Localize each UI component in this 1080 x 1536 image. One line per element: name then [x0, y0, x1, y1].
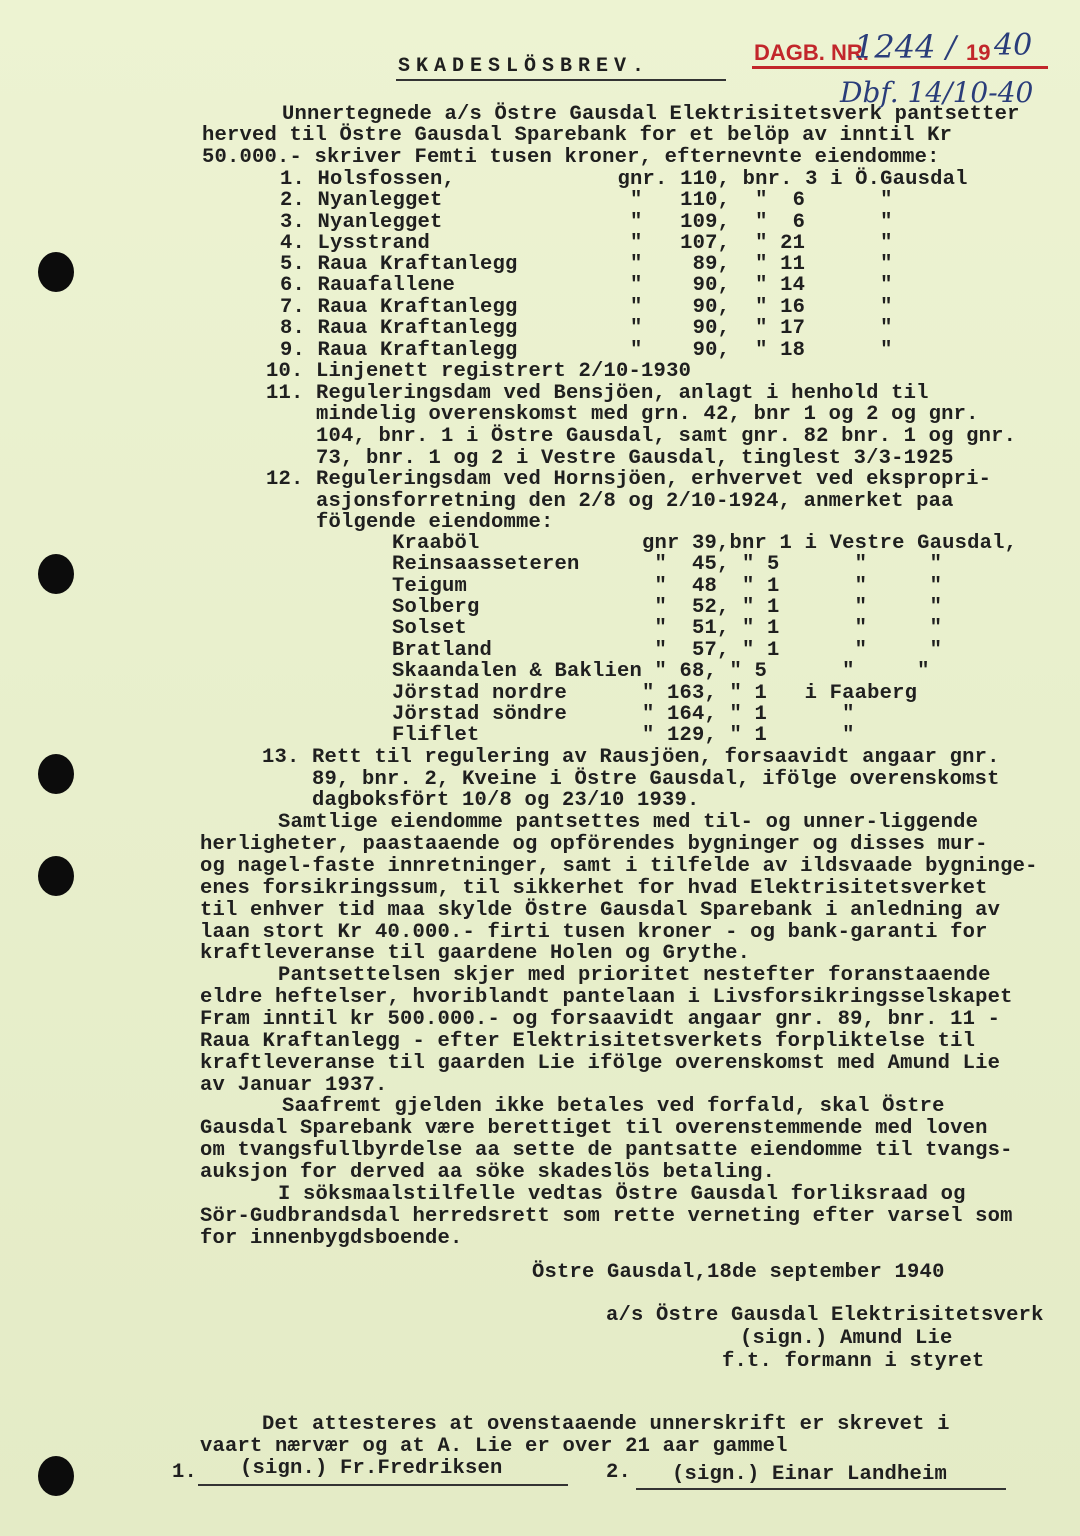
sub-property-row: Kraaböl gnr 39,bnr 1 i Vestre Gausdal, — [392, 532, 1018, 555]
body-line: asjonsforretning den 2/8 og 2/10-1924, anmerket paa — [316, 490, 954, 513]
body-line: auksjon for derved aa söke skadeslös betaling. — [200, 1161, 776, 1184]
signatory-name: (sign.) Amund Lie — [740, 1327, 953, 1350]
property-row: 2. Nyanlegget " 110, " 6 " — [280, 189, 893, 212]
body-line: av Januar 1937. — [200, 1074, 388, 1097]
property-row: 5. Raua Kraftanlegg " 89, " 11 " — [280, 253, 893, 276]
stamp-year: 40 — [994, 28, 1033, 63]
witness-number: 2. — [606, 1461, 632, 1484]
property-row: 10. Linjenett registrert 2/10-1930 — [266, 360, 692, 383]
sub-property-row: Fliflet " 129, " 1 " — [392, 724, 855, 747]
body-line: enes forsikringssum, til sikkerhet for hvad Elektrisitetsverket — [200, 877, 988, 900]
journal-stamp-label: DAGB. NR. — [754, 40, 869, 65]
property-row: 8. Raua Kraftanlegg " 90, " 17 " — [280, 317, 893, 340]
body-line: 104, bnr. 1 i Östre Gausdal, samt gnr. 82 bnr. 1 og gnr. — [316, 425, 1017, 448]
punch-hole-5 — [38, 1456, 74, 1496]
stamp-year-prefix: 19 — [966, 40, 991, 65]
sub-property-row: Jörstad söndre " 164, " 1 " — [392, 703, 855, 726]
body-line: og nagel-faste innretninger, samt i tilfelde av ildsvaade bygninge- — [200, 855, 1038, 878]
body-line: Raua Kraftanlegg - efter Elektrisitetsverkets forpliktelse til — [200, 1030, 976, 1053]
witness-signature: (sign.) Fr.Fredriksen — [240, 1457, 503, 1480]
body-line: Saafremt gjelden ikke betales ved forfald, skal Östre — [282, 1095, 945, 1118]
property-row: 9. Raua Kraftanlegg " 90, " 18 " — [280, 339, 893, 362]
body-line: Unnertegnede a/s Östre Gausdal Elektrisitetsverk pantsetter — [282, 103, 1020, 126]
property-row: 4. Lysstrand " 107, " 21 " — [280, 232, 893, 255]
body-line: 12. Reguleringsdam ved Hornsjöen, erhvervet ved ekspropri- — [266, 468, 992, 491]
sub-property-row: Solset " 51, " 1 " " — [392, 617, 943, 640]
body-line: Sör-Gudbrandsdal herredsrett som rette verneting efter varsel som — [200, 1205, 1013, 1228]
property-row: 7. Raua Kraftanlegg " 90, " 16 " — [280, 296, 893, 319]
property-row: 1. Holsfossen, gnr. 110, bnr. 3 i Ö.Gausdal — [280, 168, 968, 191]
body-line: I söksmaalstilfelle vedtas Östre Gausdal forliksraad og — [278, 1183, 966, 1206]
title-underline — [396, 79, 726, 81]
witness-1-line — [198, 1484, 568, 1486]
body-line: kraftleveranse til gaardene Holen og Grythe. — [200, 942, 751, 965]
body-line: dagboksfört 10/8 og 23/10 1939. — [312, 789, 700, 812]
body-line: Gausdal Sparebank være berettiget til overenstemmende med loven — [200, 1117, 988, 1140]
witness-signature: (sign.) Einar Landheim — [672, 1463, 948, 1486]
body-line: 73, bnr. 1 og 2 i Vestre Gausdal, tinglest 3/3-1925 — [316, 447, 954, 470]
sub-property-row: Reinsaasseteren " 45, " 5 " " — [392, 553, 943, 576]
attestation-line: Det attesteres at ovenstaaende unnerskrift er skrevet i — [262, 1413, 950, 1436]
body-line: 11. Reguleringsdam ved Bensjöen, anlagt i henhold til — [266, 382, 929, 405]
handwritten-date: Dbf. 14/10-40 — [840, 76, 1034, 109]
attestation-line: vaart nærvær og at A. Lie er over 21 aar gammel — [200, 1435, 788, 1458]
body-line: eldre heftelser, hvoriblandt pantelaan i Livsforsikringsselskapet — [200, 986, 1013, 1009]
punch-hole-2 — [38, 554, 74, 594]
body-line: laan stort Kr 40.000.- firti tusen kroner - og bank-garanti for — [200, 921, 988, 944]
body-line: 50.000.- skriver Femti tusen kroner, efternevnte eiendomme: — [202, 146, 940, 169]
punch-hole-3 — [38, 754, 74, 794]
body-line: herved til Östre Gausdal Sparebank for et belöp av inntil Kr — [202, 124, 953, 147]
signatory-company: a/s Östre Gausdal Elektrisitetsverk — [606, 1304, 1044, 1327]
punch-hole-1 — [38, 252, 74, 292]
sub-property-row: Skaandalen & Baklien " 68, " 5 " " — [392, 660, 930, 683]
sub-property-row: Solberg " 52, " 1 " " — [392, 596, 943, 619]
body-line: herligheter, paastaaende og opförendes bygninger og disses mur- — [200, 833, 988, 856]
signatory-title: f.t. formann i styret — [722, 1350, 985, 1373]
sub-property-row: Teigum " 48 " 1 " " — [392, 575, 943, 598]
punch-hole-4 — [38, 856, 74, 896]
body-line: Fram inntil kr 500.000.- og forsaavidt angaar gnr. 89, bnr. 11 - — [200, 1008, 1001, 1031]
body-line: til enhver tid maa skylde Östre Gausdal Sparebank i anledning av — [200, 899, 1001, 922]
journal-number: 1244 — [854, 28, 936, 66]
body-line: Pantsettelsen skjer med prioritet nestefter foranstaaende — [278, 964, 991, 987]
sub-property-row: Bratland " 57, " 1 " " — [392, 639, 943, 662]
body-line: Samtlige eiendomme pantsettes med til- og unner-liggende — [278, 811, 979, 834]
place-date: Östre Gausdal,18de september 1940 — [532, 1261, 945, 1284]
stamp-underline — [752, 66, 1048, 69]
witness-2-line — [636, 1488, 1006, 1490]
body-line: for innenbygdsboende. — [200, 1227, 463, 1250]
stamp-slash: / — [946, 30, 957, 65]
body-line: 13. Rett til regulering av Rausjöen, forsaavidt angaar gnr. — [262, 746, 1000, 769]
body-line: kraftleveranse til gaarden Lie ifölge overenskomst med Amund Lie — [200, 1052, 1001, 1075]
property-row: 3. Nyanlegget " 109, " 6 " — [280, 211, 893, 234]
document-title: SKADESLÖSBREV. — [398, 55, 651, 78]
property-row: 6. Rauafallene " 90, " 14 " — [280, 274, 893, 297]
body-line: fölgende eiendomme: — [316, 511, 554, 534]
body-line: mindelig overenskomst med grn. 42, bnr 1 og 2 og gnr. — [316, 403, 979, 426]
witness-number: 1. — [172, 1461, 198, 1484]
body-line: 89, bnr. 2, Kveine i Östre Gausdal, ifölge overenskomst — [312, 768, 1000, 791]
sub-property-row: Jörstad nordre " 163, " 1 i Faaberg — [392, 682, 918, 705]
body-line: om tvangsfullbyrdelse aa sette de pantsatte eiendomme til tvangs- — [200, 1139, 1013, 1162]
